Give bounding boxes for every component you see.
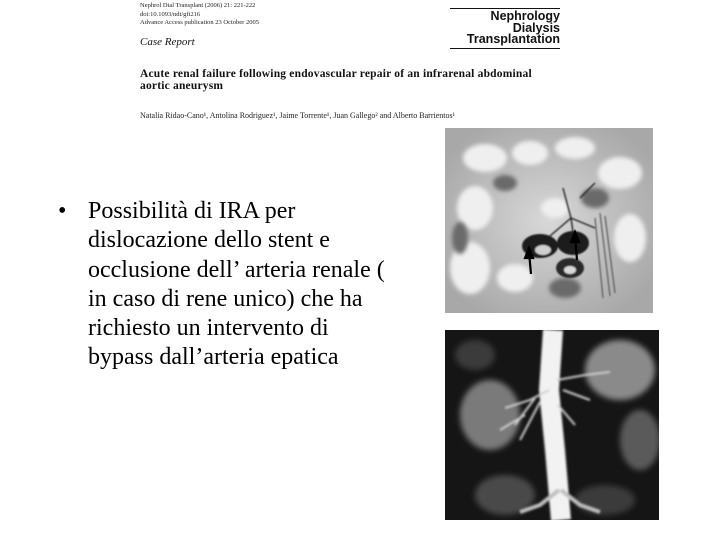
journal-line-2: Dialysis [512, 20, 560, 35]
journal-logo [450, 8, 560, 51]
section-label: Case Report [140, 36, 195, 48]
mr-angiography-image [445, 330, 659, 520]
angiography-image [445, 128, 653, 313]
bullet-text: Possibilità di IRA per dislocazione dello stent e occlusione dell’ arteria renale ( in caso di rene unico) che ha richiesto un intervento di bypass dall’arteria epatica [88, 198, 385, 371]
article-meta [140, 2, 259, 28]
article-header-clipping [130, 0, 565, 125]
journal-line-3: Transplantation [466, 32, 560, 46]
meta-line-citation: Nephrol Dial Transplant (2006) 21: 221-222 [140, 2, 256, 9]
bullet-marker: • [58, 198, 67, 224]
journal-line-1: Nephrology [490, 9, 560, 23]
meta-line-publication: Advance Access publication 23 October 2005 [140, 19, 259, 26]
article-authors: Natalia Ridao-Cano¹, Antolina Rodriguez¹, Jaime Torrente¹, Juan Gallego² and Alberto Barrientos¹ [140, 111, 455, 120]
meta-line-doi: doi:10.1093/ndt/gfi216 [140, 10, 201, 18]
article-title: Acute renal failure following endovascular repair of an infrarenal abdominal aortic aneurysm [140, 68, 532, 92]
